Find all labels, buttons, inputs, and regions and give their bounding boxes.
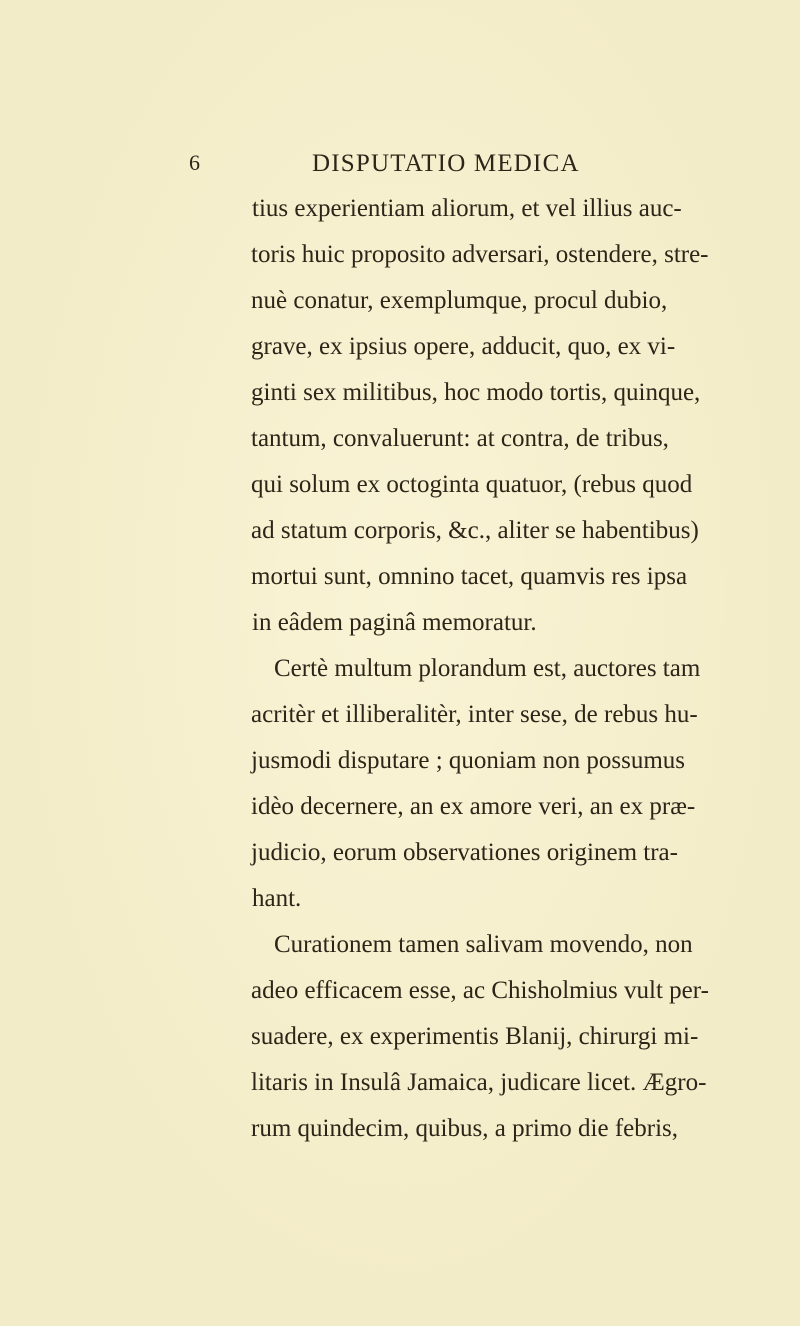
running-title: DISPUTATIO MEDICA — [312, 150, 580, 177]
text-line: judicio, eorum observationes originem tra- — [251, 839, 678, 866]
text-line: jusmodi disputare ; quoniam non possumus — [251, 747, 686, 774]
text-line: grave, ex ipsius opere, adducit, quo, ex vi- — [251, 333, 676, 360]
text-line: in eâdem paginâ memoratur. — [252, 609, 537, 636]
text-line: mortui sunt, omnino tacet, quamvis res ipsa — [251, 563, 688, 590]
text-line: tius experientiam aliorum, et vel illius auc- — [252, 195, 682, 222]
text-line: suadere, ex experimentis Blanij, chirurgi mi- — [251, 1023, 699, 1050]
text-line: qui solum ex octoginta quatuor, (rebus quod — [251, 471, 693, 498]
paragraph-first-line: Certè multum plorandum est, auctores tam — [274, 655, 701, 682]
text-line: ad statum corporis, &c., aliter se habentibus) — [251, 517, 699, 544]
text-line: nuè conatur, exemplumque, procul dubio, — [251, 287, 668, 314]
text-line: ginti sex militibus, hoc modo tortis, quinque, — [251, 379, 701, 406]
paragraph-first-line: Curationem tamen salivam movendo, non — [274, 931, 693, 958]
running-head — [0, 150, 800, 180]
text-line: tantum, convaluerunt: at contra, de tribus, — [251, 425, 669, 452]
text-line: rum quindecim, quibus, a primo die febris, — [251, 1115, 679, 1142]
text-line: adeo efficacem esse, ac Chisholmius vult per- — [251, 977, 709, 1004]
text-line: toris huic proposito adversari, ostendere, stre- — [251, 241, 709, 268]
text-line: idèo decernere, an ex amore veri, an ex præ- — [251, 793, 696, 820]
text-line: acritèr et illiberalitèr, inter sese, de rebus hu- — [251, 701, 698, 728]
text-line: litaris in Insulâ Jamaica, judicare licet. Ægro- — [251, 1069, 707, 1096]
page-number: 6 — [189, 150, 201, 175]
text-line: hant. — [252, 885, 302, 912]
